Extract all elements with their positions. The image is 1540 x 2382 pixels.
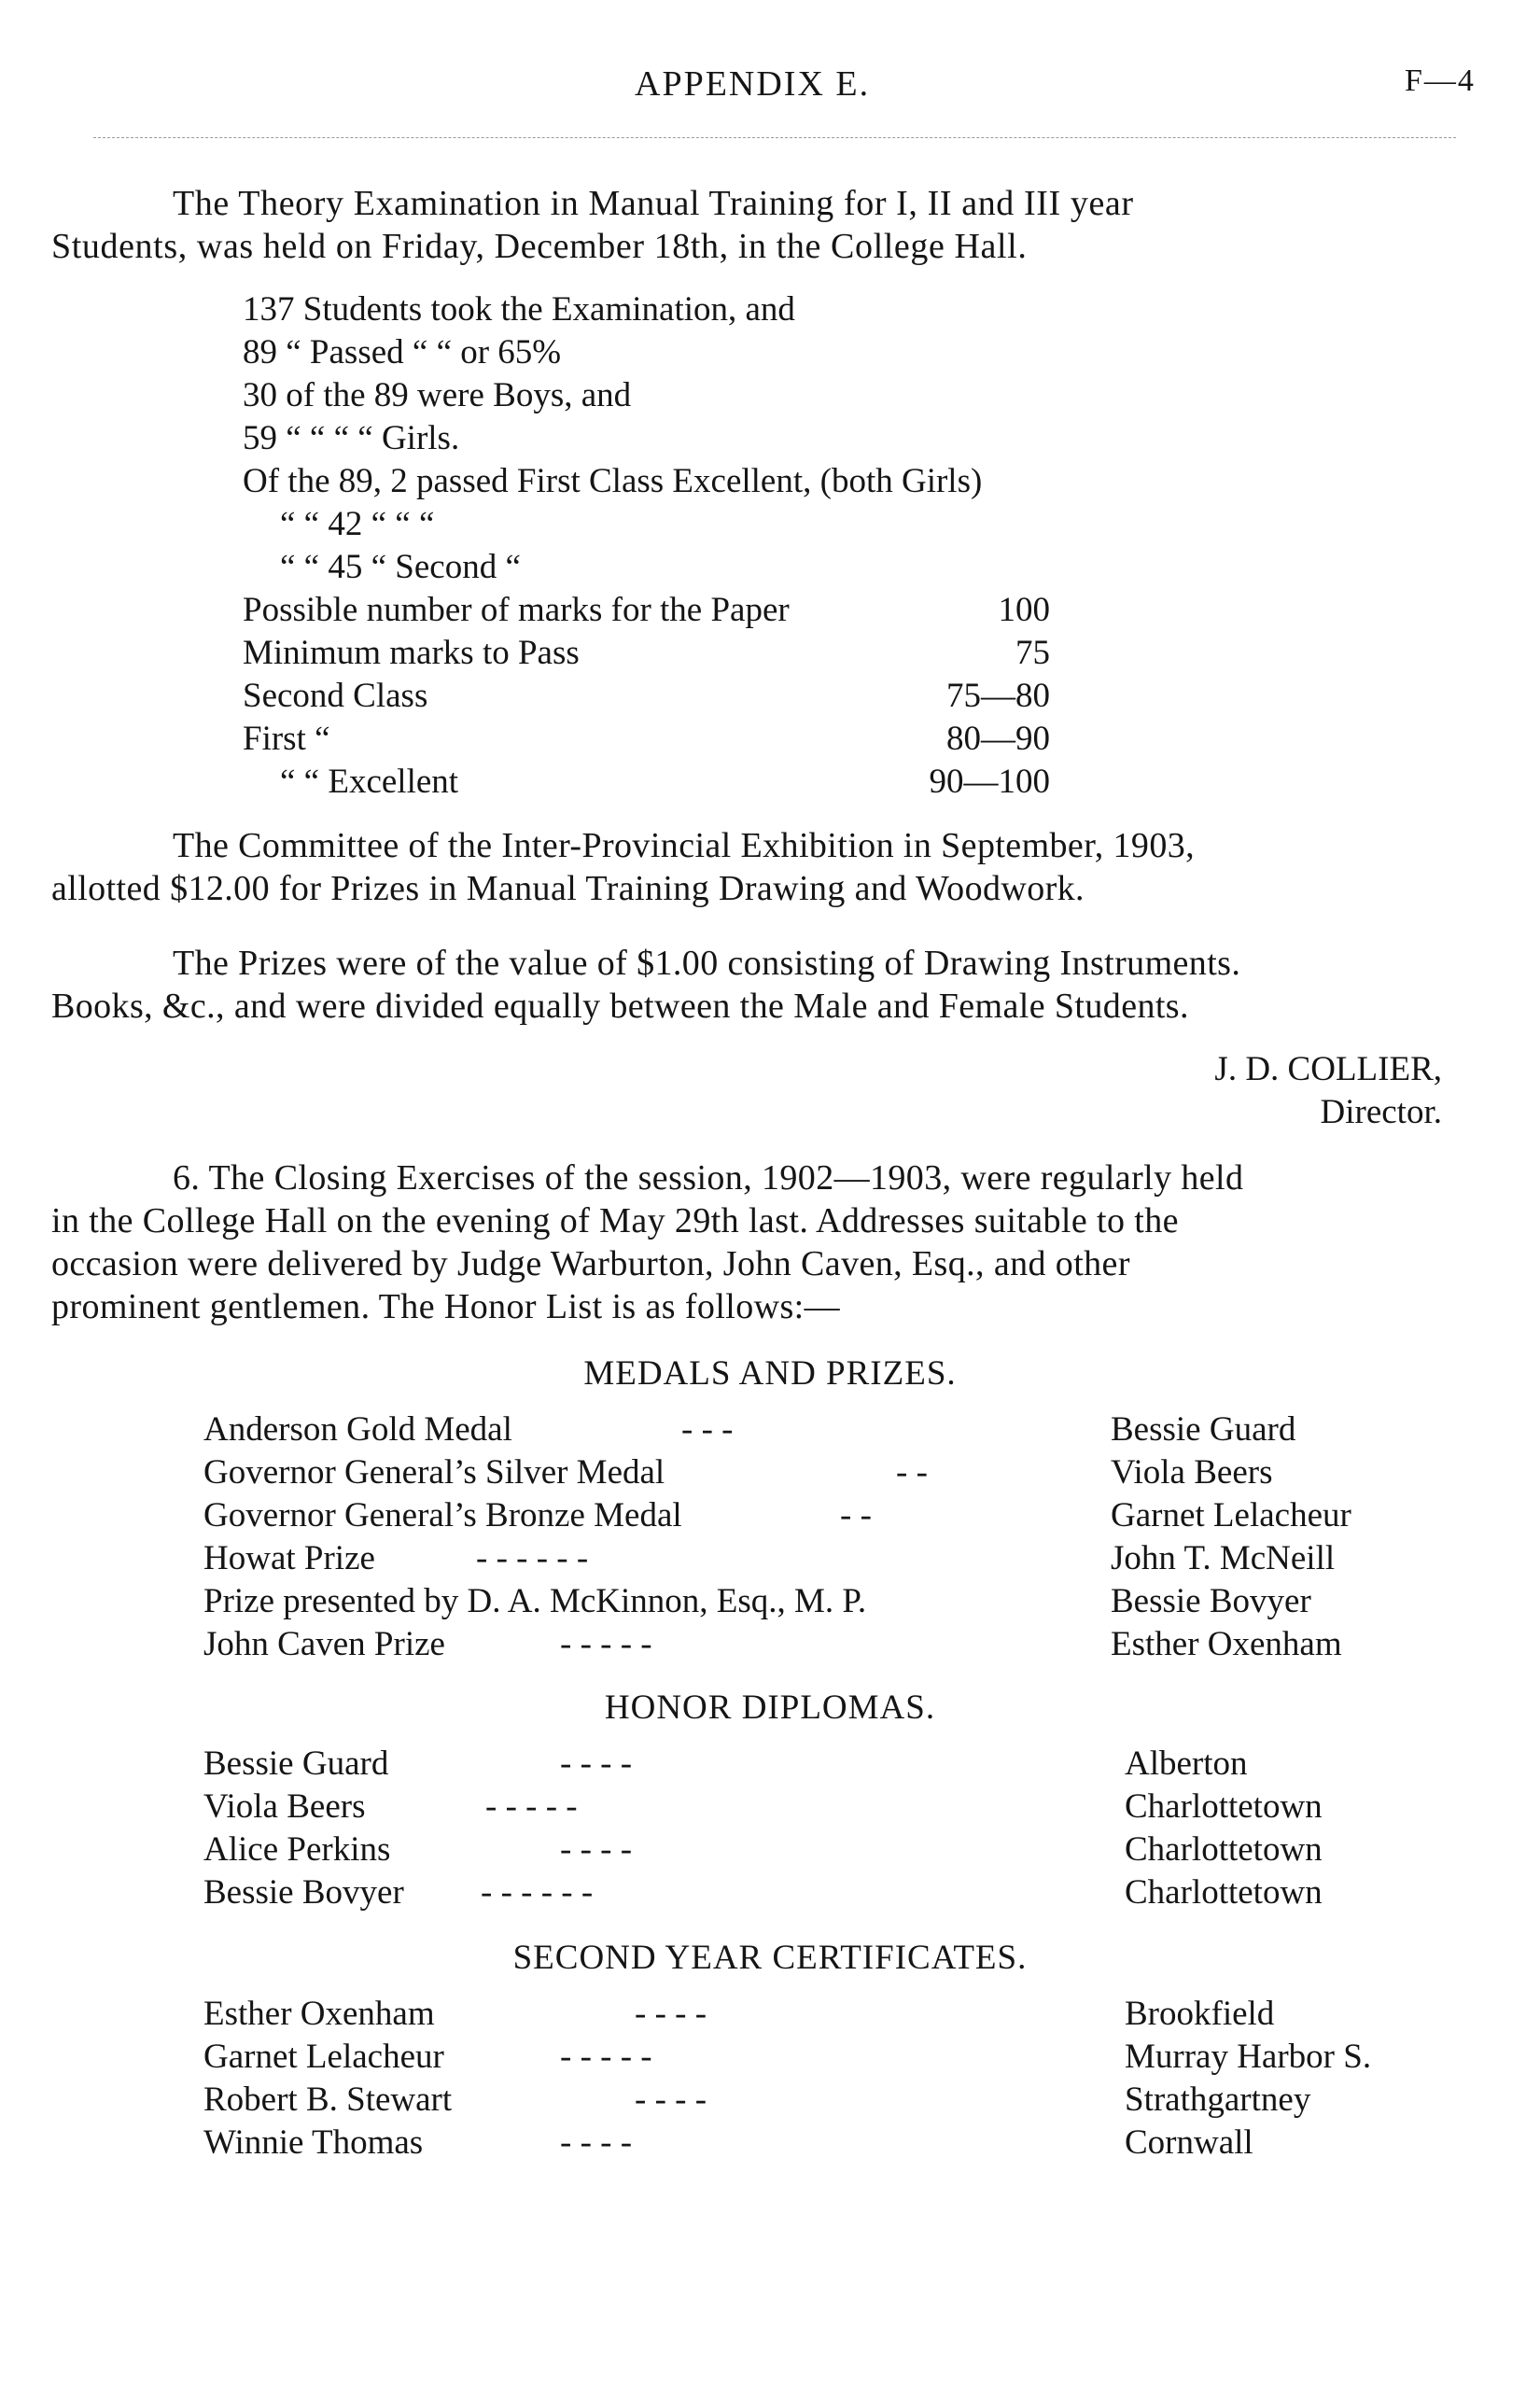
prizes-line-1: The Prizes were of the value of $1.00 consisting of Drawing Instruments.: [173, 944, 1241, 983]
certificate-name: Robert B. Stewart: [203, 2081, 453, 2119]
certificates-heading: SECOND YEAR CERTIFICATES.: [512, 1939, 1028, 1977]
marks-label: First “: [243, 720, 330, 758]
diploma-place: Charlottetown: [1125, 1873, 1323, 1912]
stat-line: 137 Students took the Examination, and: [243, 290, 795, 329]
exam-intro-line-1: The Theory Examination in Manual Training for I, II and III year: [173, 184, 1134, 223]
leader-dashes: - - - -: [560, 2123, 633, 2162]
closing-line-1: 6. The Closing Exercises of the session, 1902—1903, were regularly held: [173, 1158, 1244, 1198]
marks-label: Possible number of marks for the Paper: [243, 591, 790, 629]
leader-dashes: - - - -: [635, 2081, 707, 2119]
leader-dashes: - - - - - -: [481, 1873, 594, 1912]
leader-dashes: - - - - -: [560, 2038, 652, 2076]
marks-label: Second Class: [243, 677, 428, 715]
stat-line: 59 “ “ “ “ Girls.: [243, 419, 460, 457]
award-recipient: Garnet Lelacheur: [1111, 1496, 1351, 1534]
marks-label: Minimum marks to Pass: [243, 634, 580, 672]
stat-line: “ “ 45 “ Second “: [280, 548, 521, 586]
award-name: Governor General’s Silver Medal: [203, 1453, 665, 1492]
committee-line-1: The Committee of the Inter-Provincial Exhibition in September, 1903,: [173, 826, 1196, 865]
leader-dashes: - - -: [681, 1410, 734, 1449]
diploma-place: Alberton: [1125, 1744, 1248, 1783]
prizes-line-2: Books, &c., and were divided equally between the Male and Female Students.: [51, 987, 1189, 1026]
signature-name: J. D. COLLIER,: [1214, 1050, 1442, 1088]
exam-intro-line-2: Students, was held on Friday, December 18th, in the College Hall.: [51, 227, 1028, 266]
leader-dashes: - - - -: [560, 1744, 633, 1783]
award-name: Prize presented by D. A. McKinnon, Esq., M. P.: [203, 1582, 867, 1620]
page-number: F—4: [1405, 63, 1476, 98]
award-name: Anderson Gold Medal: [203, 1410, 512, 1449]
marks-label: “ “ Excellent: [280, 763, 459, 801]
leader-dashes: - -: [840, 1496, 872, 1534]
page-title: APPENDIX E.: [635, 64, 871, 104]
medals-heading: MEDALS AND PRIZES.: [583, 1354, 957, 1393]
closing-line-4: prominent gentlemen. The Honor List is as follows:—: [51, 1287, 841, 1326]
award-recipient: Viola Beers: [1111, 1453, 1273, 1492]
diploma-name: Viola Beers: [203, 1787, 366, 1826]
diplomas-heading: HONOR DIPLOMAS.: [604, 1688, 936, 1727]
certificate-place: Murray Harbor S.: [1125, 2038, 1372, 2076]
award-name: Governor General’s Bronze Medal: [203, 1496, 682, 1534]
marks-value: 75: [1015, 634, 1050, 672]
diploma-place: Charlottetown: [1125, 1830, 1323, 1869]
header-divider: [93, 137, 1456, 138]
signature-title: Director.: [1320, 1093, 1442, 1131]
award-name: Howat Prize: [203, 1539, 375, 1577]
certificate-name: Esther Oxenham: [203, 1995, 435, 2033]
award-recipient: Bessie Guard: [1111, 1410, 1296, 1449]
certificate-place: Strathgartney: [1125, 2081, 1311, 2119]
closing-line-2: in the College Hall on the evening of May 29th last. Addresses suitable to the: [51, 1201, 1179, 1240]
committee-line-2: allotted $12.00 for Prizes in Manual Training Drawing and Woodwork.: [51, 869, 1085, 908]
diploma-name: Alice Perkins: [203, 1830, 391, 1869]
diploma-place: Charlottetown: [1125, 1787, 1323, 1826]
certificate-name: Winnie Thomas: [203, 2123, 424, 2162]
marks-value: 80—90: [946, 720, 1050, 758]
diploma-name: Bessie Bovyer: [203, 1873, 404, 1912]
leader-dashes: - - - - - -: [476, 1539, 589, 1577]
certificate-place: Cornwall: [1125, 2123, 1253, 2162]
leader-dashes: - - - -: [635, 1995, 707, 2033]
stat-line: 89 “ Passed “ “ or 65%: [243, 333, 562, 371]
certificate-place: Brookfield: [1125, 1995, 1275, 2033]
leader-dashes: - - - - -: [485, 1787, 578, 1826]
stat-line: Of the 89, 2 passed First Class Excellent, (both Girls): [243, 462, 983, 500]
marks-value: 75—80: [946, 677, 1050, 715]
certificate-name: Garnet Lelacheur: [203, 2038, 444, 2076]
award-recipient: Bessie Bovyer: [1111, 1582, 1311, 1620]
closing-line-3: occasion were delivered by Judge Warburton, John Caven, Esq., and other: [51, 1244, 1130, 1283]
stat-line: “ “ 42 “ “ “: [280, 505, 435, 543]
diploma-name: Bessie Guard: [203, 1744, 389, 1783]
marks-value: 100: [998, 591, 1050, 629]
award-name: John Caven Prize: [203, 1625, 445, 1663]
leader-dashes: - -: [896, 1453, 928, 1492]
leader-dashes: - - - -: [560, 1830, 633, 1869]
award-recipient: John T. McNeill: [1111, 1539, 1336, 1577]
stat-line: 30 of the 89 were Boys, and: [243, 376, 632, 414]
marks-value: 90—100: [929, 763, 1050, 801]
leader-dashes: - - - - -: [560, 1625, 652, 1663]
award-recipient: Esther Oxenham: [1111, 1625, 1342, 1663]
